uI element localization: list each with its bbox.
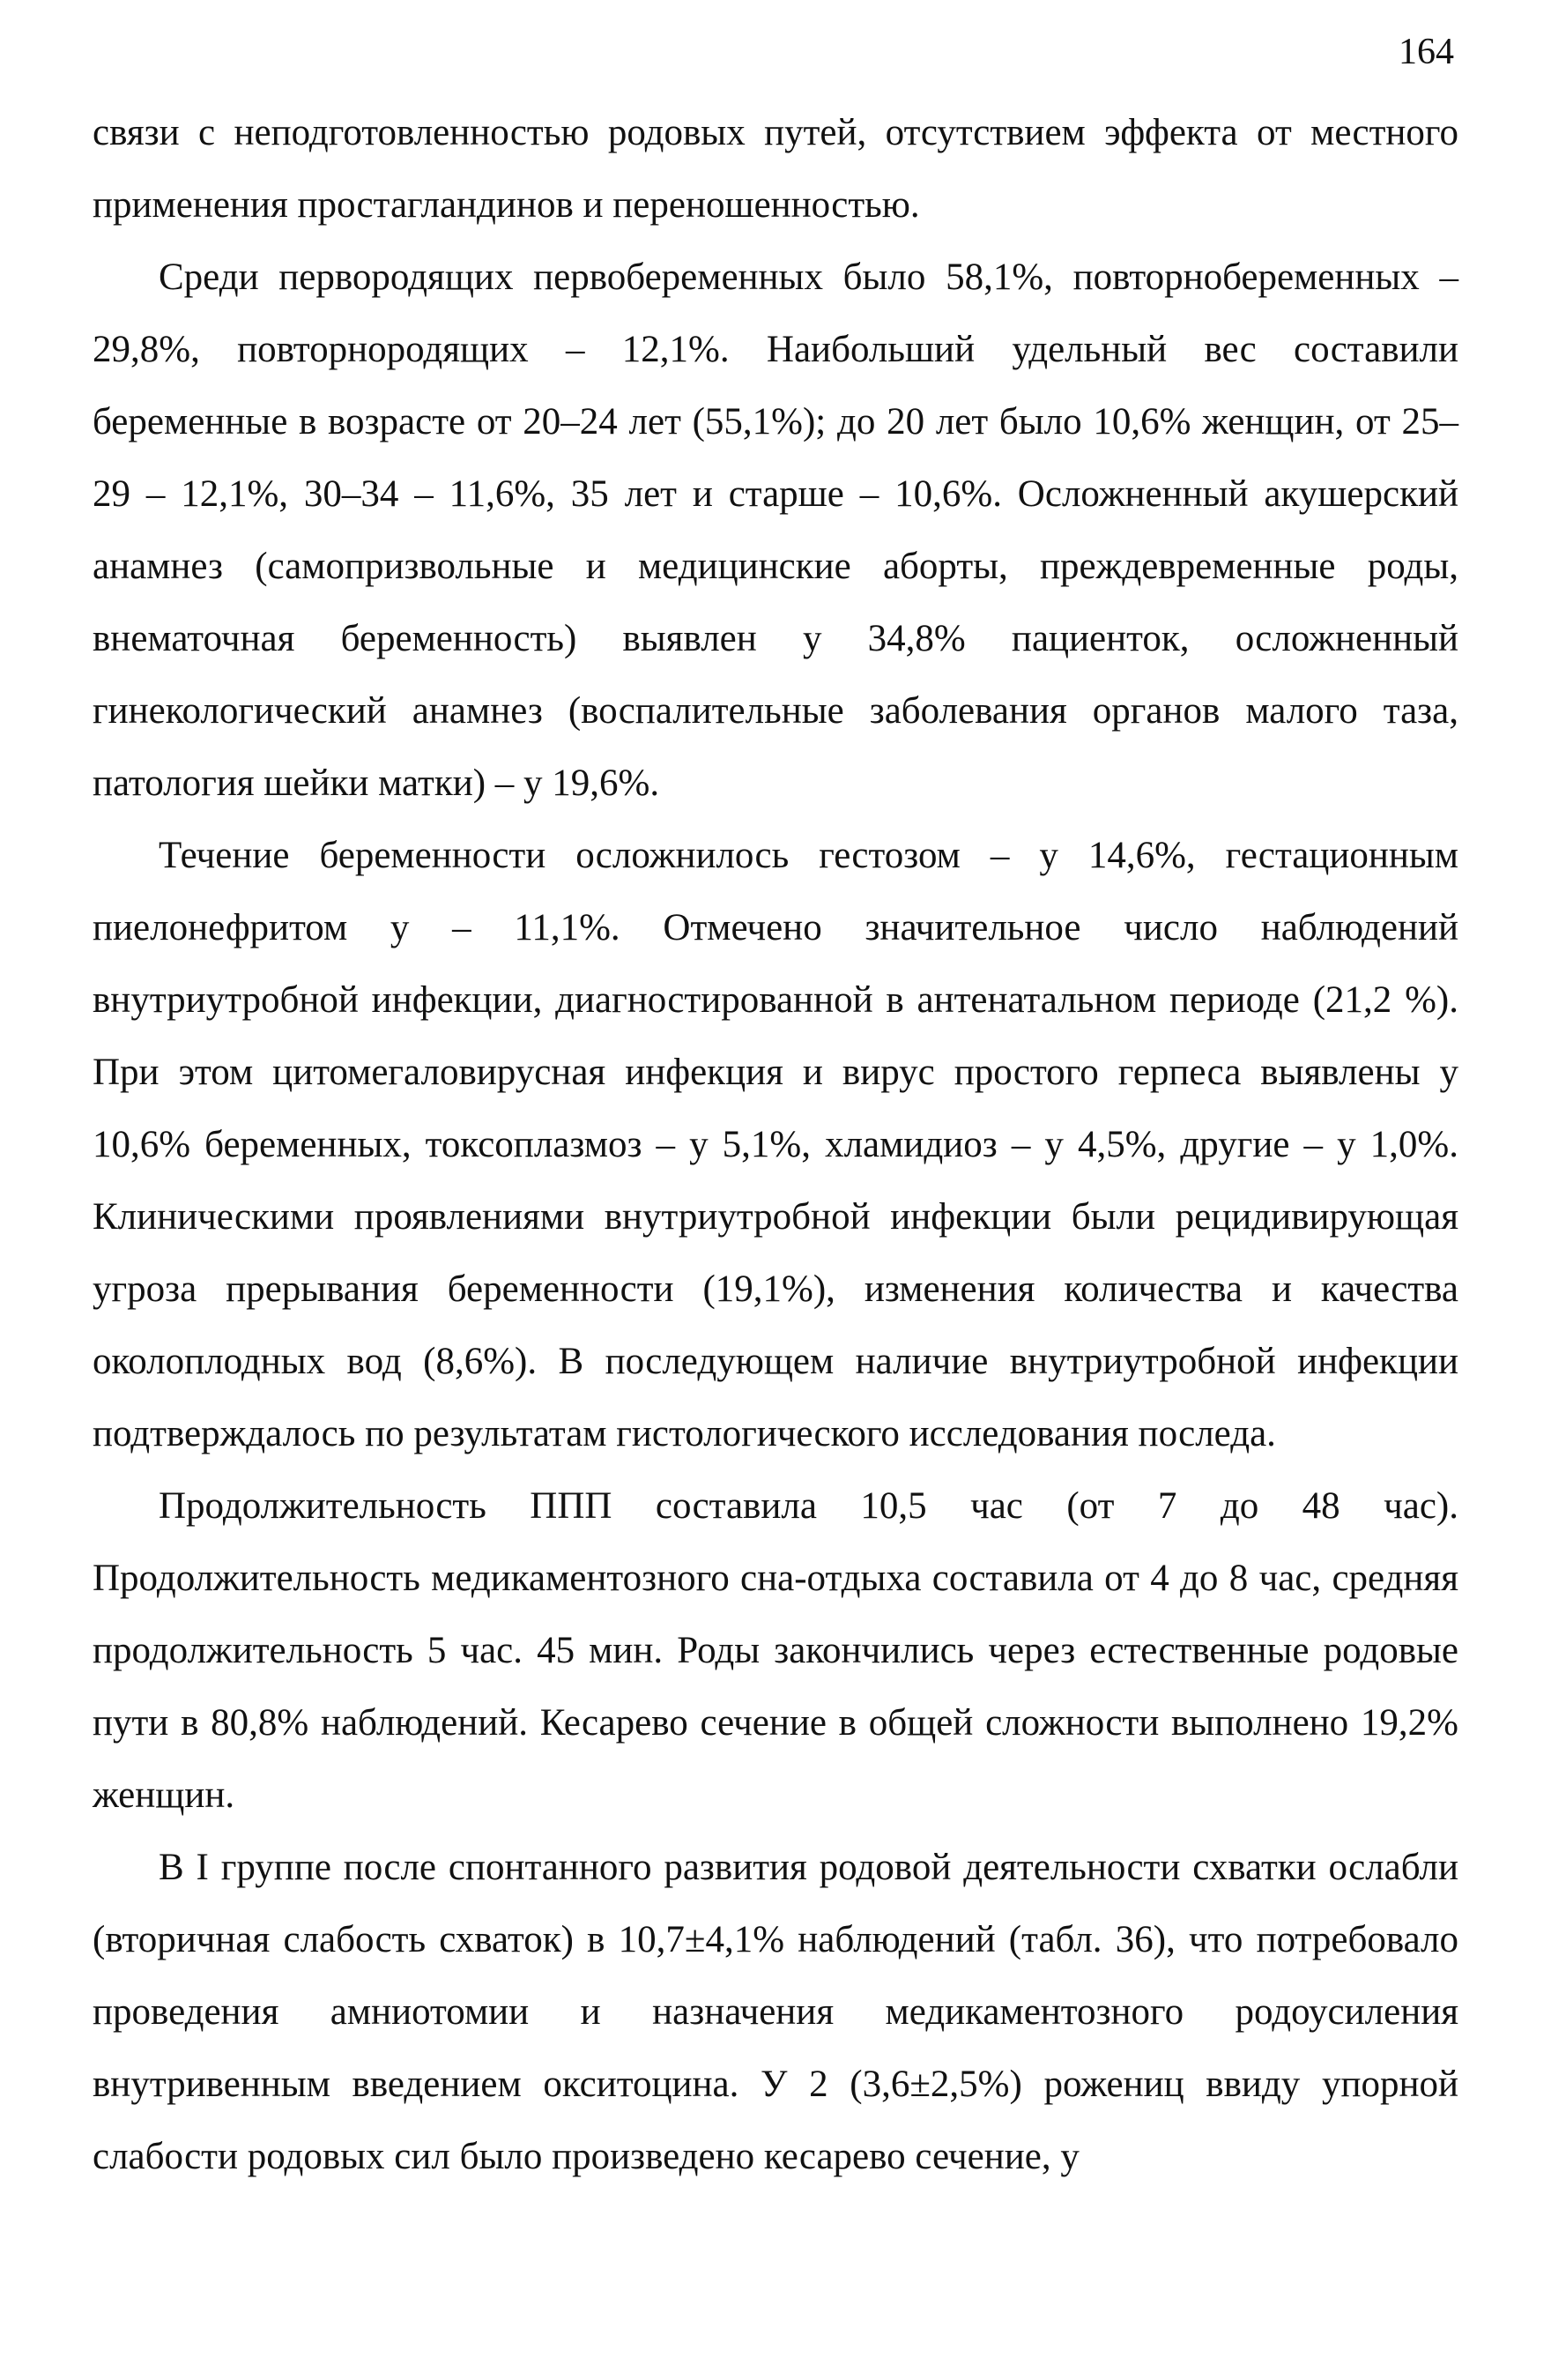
- paragraph-pregnancy-course: Течение беременности осложнилось гестозом – у 14,6%, гестационным пиелонефритом у – 11,1%. Отмечено значительное число наблюдений внутриутробной инфекции, диагностированной в антенатальном периоде (21,2 %). При этом цитомегаловирусная инфекция и вирус простого герпеса выявлены у 10,6% беременных, токсоплазмоз – у 5,1%, хламидиоз – у 4,5%, другие – у 1,0%. Клиническими проявлениями внутриутробной инфекции были рецидивирующая угроза прерывания беременности (19,1%), изменения количества и качества околоплодных вод (8,6%). В последующем наличие внутриутробной инфекции подтверждалось по результатам гистологического исследования последа.: [93, 835, 1458, 1454]
- paragraph-demographics: Среди первородящих первобеременных было 58,1%, повторнобеременных – 29,8%, повторнородящих – 12,1%. Наибольший удельный вес составили беременные в возрасте от 20–24 лет (55,1%); до 20 лет было 10,6% женщин, от 25–29 – 12,1%, 30–34 – 11,6%, 35 лет и старше – 10,6%. Осложненный акушерский анамнез (самопризвольные и медицинские аборты, преждевременные роды, внематочная беременность) выявлен у 34,8% пациенток, осложненный гинекологический анамнез (воспалительные заболевания органов малого таза, патология шейки матки) – у 19,6%.: [93, 257, 1458, 804]
- page-number: 164: [1399, 32, 1454, 72]
- paragraph-duration: Продолжительность ППП составила 10,5 час (от 7 до 48 час). Продолжительность медикаментозного сна-отдыха составила от 4 до 8 час, средняя продолжительность 5 час. 45 мин. Роды закончились через естественные родовые пути в 80,8% наблюдений. Кесарево сечение в общей сложности выполнено 19,2% женщин.: [93, 1485, 1458, 1816]
- document-body: [93, 97, 1458, 2193]
- paragraph-group-one: В I группе после спонтанного развития родовой деятельности схватки ослабли (вторичная слабость схваток) в 10,7±4,1% наблюдений (табл. 36), что потребовало проведения амниотомии и назначения медикаментозного родоусиления внутривенным введением окситоцина. У 2 (3,6±2,5%) рожениц ввиду упорной слабости родовых сил было произведено кесарево сечение, у: [93, 1847, 1458, 2177]
- paragraph-continuation: связи с неподготовленностью родовых путей, отсутствием эффекта от местного применения простагландинов и переношенностью.: [93, 112, 1458, 226]
